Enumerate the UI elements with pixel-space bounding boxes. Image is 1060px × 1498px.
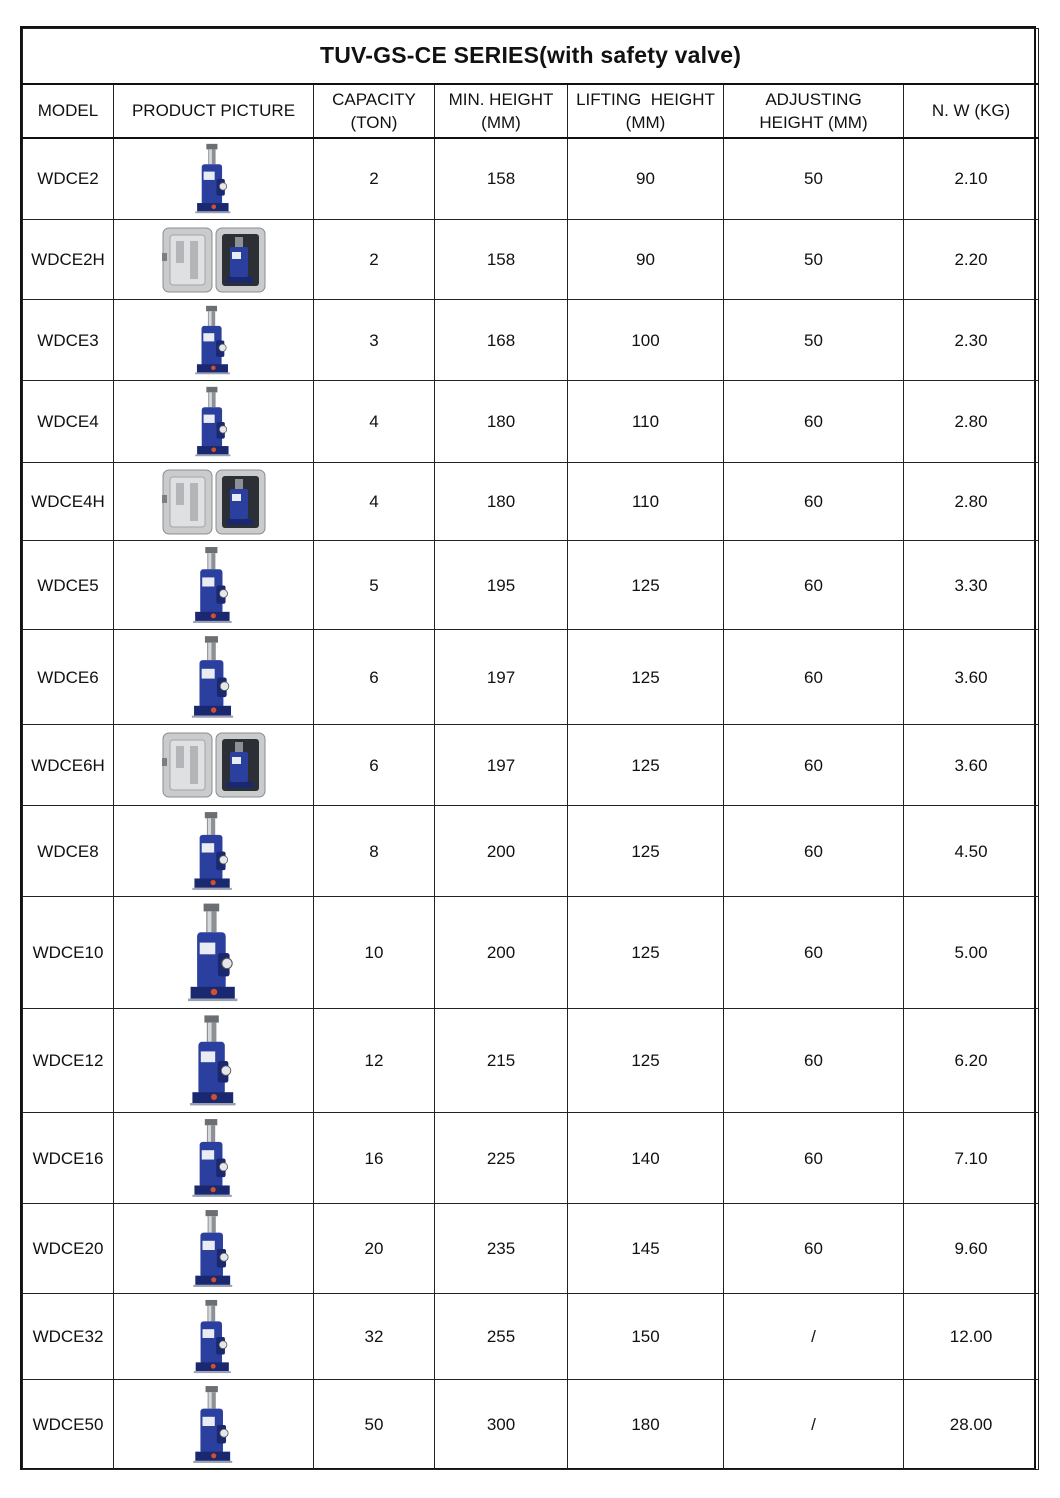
cell-weight: 2.80 bbox=[904, 381, 1039, 463]
cell-picture bbox=[114, 1204, 314, 1294]
col-header-weight: N. W (KG) bbox=[904, 84, 1039, 138]
table-row bbox=[23, 1204, 1039, 1294]
cell-picture bbox=[114, 897, 314, 1009]
cell-capacity: 6 bbox=[314, 630, 435, 725]
cell-capacity: 6 bbox=[314, 725, 435, 806]
cell-model: WDCE6 bbox=[23, 630, 114, 725]
cell-model: WDCE2H bbox=[23, 220, 114, 300]
cell-model: WDCE2 bbox=[23, 138, 114, 220]
cell-picture bbox=[114, 541, 314, 630]
cell-capacity: 16 bbox=[314, 1113, 435, 1204]
cell-capacity: 2 bbox=[314, 138, 435, 220]
table-row bbox=[23, 300, 1039, 381]
cell-min-height: 200 bbox=[435, 806, 568, 897]
cell-lifting-height: 150 bbox=[568, 1294, 724, 1380]
cell-adjusting-height: 60 bbox=[724, 1113, 904, 1204]
cell-model: WDCE16 bbox=[23, 1113, 114, 1204]
col-header-picture: PRODUCT PICTURE bbox=[114, 84, 314, 138]
cell-lifting-height: 110 bbox=[568, 463, 724, 541]
cell-capacity: 12 bbox=[314, 1009, 435, 1113]
cell-model: WDCE4 bbox=[23, 381, 114, 463]
cell-picture bbox=[114, 300, 314, 381]
cell-min-height: 215 bbox=[435, 1009, 568, 1113]
cell-min-height: 180 bbox=[435, 381, 568, 463]
cell-adjusting-height: 60 bbox=[724, 725, 904, 806]
cell-capacity: 4 bbox=[314, 381, 435, 463]
table-title: TUV-GS-CE SERIES(with safety valve) bbox=[23, 29, 1039, 84]
cell-model: WDCE6H bbox=[23, 725, 114, 806]
table-row bbox=[23, 806, 1039, 897]
cell-capacity: 5 bbox=[314, 541, 435, 630]
table-row bbox=[23, 463, 1039, 541]
cell-capacity: 10 bbox=[314, 897, 435, 1009]
cell-capacity: 3 bbox=[314, 300, 435, 381]
cell-model: WDCE10 bbox=[23, 897, 114, 1009]
cell-min-height: 180 bbox=[435, 463, 568, 541]
cell-adjusting-height: 60 bbox=[724, 630, 904, 725]
cell-weight: 9.60 bbox=[904, 1204, 1039, 1294]
cell-weight: 12.00 bbox=[904, 1294, 1039, 1380]
table-row bbox=[23, 541, 1039, 630]
cell-picture bbox=[114, 220, 314, 300]
cell-picture bbox=[114, 806, 314, 897]
cell-picture bbox=[114, 630, 314, 725]
bottle-jack-icon bbox=[183, 1384, 245, 1466]
cell-capacity: 32 bbox=[314, 1294, 435, 1380]
bottle-jack-icon bbox=[182, 810, 244, 893]
cell-lifting-height: 125 bbox=[568, 725, 724, 806]
cell-lifting-height: 180 bbox=[568, 1380, 724, 1470]
cell-weight: 3.60 bbox=[904, 725, 1039, 806]
cell-weight: 3.30 bbox=[904, 541, 1039, 630]
cell-model: WDCE50 bbox=[23, 1380, 114, 1470]
bottle-jack-in-case-icon bbox=[162, 467, 266, 537]
cell-picture bbox=[114, 1380, 314, 1470]
cell-capacity: 8 bbox=[314, 806, 435, 897]
table-row bbox=[23, 725, 1039, 806]
col-header-lifting-height: LIFTING HEIGHT (MM) bbox=[568, 84, 724, 138]
cell-model: WDCE20 bbox=[23, 1204, 114, 1294]
cell-adjusting-height: 60 bbox=[724, 806, 904, 897]
table-row bbox=[23, 897, 1039, 1009]
bottle-jack-icon bbox=[186, 385, 242, 459]
cell-min-height: 158 bbox=[435, 220, 568, 300]
cell-min-height: 225 bbox=[435, 1113, 568, 1204]
cell-adjusting-height: 50 bbox=[724, 138, 904, 220]
bottle-jack-icon bbox=[178, 1013, 250, 1109]
cell-weight: 2.10 bbox=[904, 138, 1039, 220]
table-row bbox=[23, 1009, 1039, 1113]
bottle-jack-icon bbox=[182, 1117, 244, 1200]
cell-model: WDCE8 bbox=[23, 806, 114, 897]
bottle-jack-icon bbox=[186, 304, 241, 377]
cell-lifting-height: 110 bbox=[568, 381, 724, 463]
table-row bbox=[23, 381, 1039, 463]
table-row bbox=[23, 220, 1039, 300]
cell-lifting-height: 125 bbox=[568, 541, 724, 630]
cell-min-height: 168 bbox=[435, 300, 568, 381]
cell-lifting-height: 145 bbox=[568, 1204, 724, 1294]
cell-picture bbox=[114, 1009, 314, 1113]
cell-lifting-height: 90 bbox=[568, 220, 724, 300]
cell-capacity: 4 bbox=[314, 463, 435, 541]
cell-weight: 2.20 bbox=[904, 220, 1039, 300]
col-header-min-height: MIN. HEIGHT (MM) bbox=[435, 84, 568, 138]
cell-weight: 2.80 bbox=[904, 463, 1039, 541]
table-row bbox=[23, 630, 1039, 725]
cell-capacity: 50 bbox=[314, 1380, 435, 1470]
cell-weight: 3.60 bbox=[904, 630, 1039, 725]
bottle-jack-in-case-icon bbox=[162, 225, 266, 295]
cell-model: WDCE12 bbox=[23, 1009, 114, 1113]
cell-lifting-height: 125 bbox=[568, 806, 724, 897]
cell-min-height: 255 bbox=[435, 1294, 568, 1380]
cell-weight: 4.50 bbox=[904, 806, 1039, 897]
cell-model: WDCE3 bbox=[23, 300, 114, 381]
table-row bbox=[23, 138, 1039, 220]
col-header-model: MODEL bbox=[23, 84, 114, 138]
cell-weight: 7.10 bbox=[904, 1113, 1039, 1204]
cell-adjusting-height: 60 bbox=[724, 1009, 904, 1113]
cell-lifting-height: 125 bbox=[568, 897, 724, 1009]
cell-model: WDCE32 bbox=[23, 1294, 114, 1380]
cell-picture bbox=[114, 725, 314, 806]
bottle-jack-icon bbox=[186, 142, 242, 216]
spec-table bbox=[22, 28, 1039, 1470]
col-header-capacity: CAPACITY (TON) bbox=[314, 84, 435, 138]
cell-adjusting-height: 60 bbox=[724, 1204, 904, 1294]
cell-min-height: 300 bbox=[435, 1380, 568, 1470]
cell-min-height: 195 bbox=[435, 541, 568, 630]
cell-lifting-height: 100 bbox=[568, 300, 724, 381]
cell-model: WDCE4H bbox=[23, 463, 114, 541]
cell-picture bbox=[114, 1294, 314, 1380]
cell-weight: 6.20 bbox=[904, 1009, 1039, 1113]
spec-sheet bbox=[20, 26, 1036, 1470]
bottle-jack-icon bbox=[181, 634, 246, 721]
bottle-jack-in-case-icon bbox=[162, 730, 266, 800]
cell-min-height: 197 bbox=[435, 630, 568, 725]
cell-lifting-height: 125 bbox=[568, 1009, 724, 1113]
cell-min-height: 158 bbox=[435, 138, 568, 220]
cell-weight: 2.30 bbox=[904, 300, 1039, 381]
col-header-adjusting-height: ADJUSTING HEIGHT (MM) bbox=[724, 84, 904, 138]
table-row bbox=[23, 1294, 1039, 1380]
cell-min-height: 197 bbox=[435, 725, 568, 806]
cell-capacity: 20 bbox=[314, 1204, 435, 1294]
cell-min-height: 200 bbox=[435, 897, 568, 1009]
cell-adjusting-height: / bbox=[724, 1294, 904, 1380]
cell-lifting-height: 90 bbox=[568, 138, 724, 220]
cell-weight: 28.00 bbox=[904, 1380, 1039, 1470]
cell-adjusting-height: 50 bbox=[724, 220, 904, 300]
bottle-jack-icon bbox=[175, 901, 253, 1005]
cell-adjusting-height: / bbox=[724, 1380, 904, 1470]
cell-picture bbox=[114, 138, 314, 220]
cell-picture bbox=[114, 463, 314, 541]
table-row bbox=[23, 1380, 1039, 1470]
header-row bbox=[23, 84, 1039, 138]
cell-model: WDCE5 bbox=[23, 541, 114, 630]
cell-lifting-height: 125 bbox=[568, 630, 724, 725]
cell-adjusting-height: 50 bbox=[724, 300, 904, 381]
cell-adjusting-height: 60 bbox=[724, 897, 904, 1009]
cell-adjusting-height: 60 bbox=[724, 463, 904, 541]
cell-picture bbox=[114, 381, 314, 463]
cell-min-height: 235 bbox=[435, 1204, 568, 1294]
cell-adjusting-height: 60 bbox=[724, 381, 904, 463]
bottle-jack-icon bbox=[183, 545, 244, 626]
cell-capacity: 2 bbox=[314, 220, 435, 300]
cell-lifting-height: 140 bbox=[568, 1113, 724, 1204]
table-row bbox=[23, 1113, 1039, 1204]
bottle-jack-icon bbox=[184, 1298, 243, 1376]
cell-picture bbox=[114, 1113, 314, 1204]
cell-weight: 5.00 bbox=[904, 897, 1039, 1009]
cell-adjusting-height: 60 bbox=[724, 541, 904, 630]
bottle-jack-icon bbox=[183, 1208, 245, 1290]
